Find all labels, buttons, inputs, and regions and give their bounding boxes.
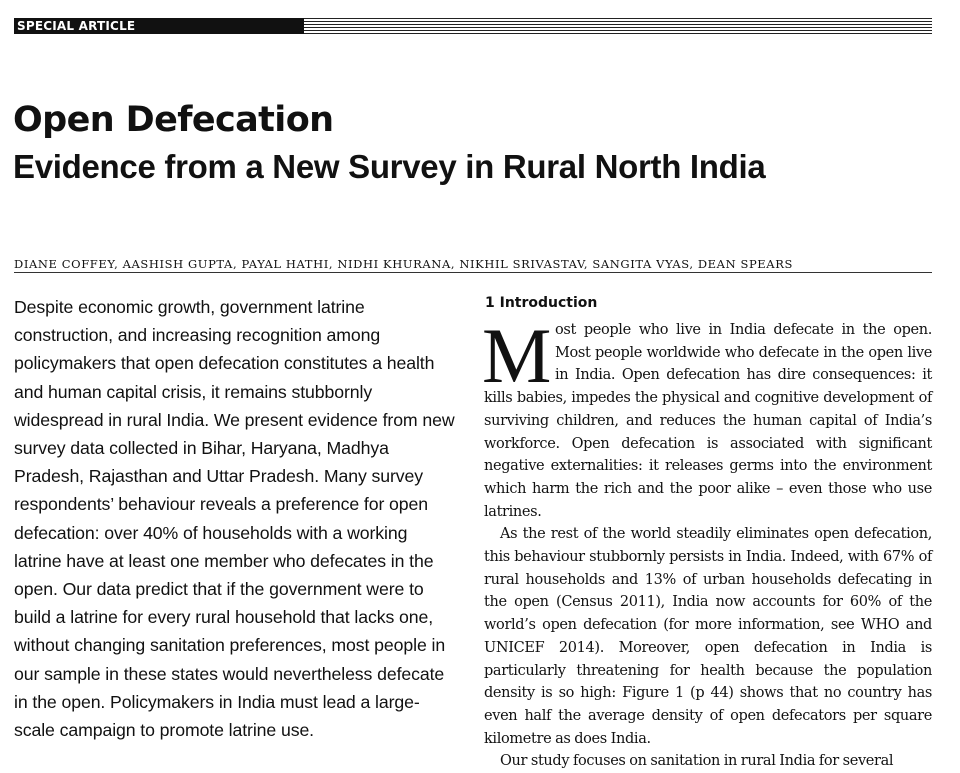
intro-paragraph-3: Our study focuses on sanitation in rural India for several (500, 753, 894, 770)
author-divider (14, 272, 932, 273)
section-heading-introduction: 1 Introduction (485, 295, 598, 311)
author-list: DIANE COFFEY, AASHISH GUPTA, PAYAL HATHI, NIDHI KHURANA, NIKHIL SRIVASTAV, SANGITA VYAS, DEAN SPEARS (14, 257, 793, 271)
article-subtitle: Evidence from a New Survey in Rural North India (13, 148, 766, 185)
intro-paragraph-1-text: ost people who live in India defecate in the open. Most people worldwide who defecate in the open live in India. Open defecation has dire consequences: it kills babies, impedes the physical and cognitive development of surviving children, and reduces the human capital of India’s workforce. Open defecation is associated with significant negative externalities: it releases germs into the environment which harm the rich and the poor alike – even those who use latrines. (484, 322, 932, 520)
section-label: SPECIAL ARTICLE (14, 18, 304, 34)
drop-cap: M (482, 312, 552, 399)
section-header (14, 17, 932, 37)
article-title: Open Defecation (13, 100, 334, 140)
intro-paragraph-2: As the rest of the world steadily eliminates open defecation, this behaviour stubbornly persists in India. Indeed, with 67% of rural households and 13% of urban households defecating in the open (Census 2011), India now accounts for 60% of the world’s open defecation (for more information, see WHO and UNICEF 2014). Moreover, open defecation in India is particularly threatening for health because the population density is so high: Figure 1 (p 44) shows that no country has even half the average density of open defecators per square kilometre as does India. (484, 526, 932, 747)
header-rule-lines (304, 18, 932, 34)
introduction-body (482, 312, 932, 773)
abstract: Despite economic growth, government latrine construction, and increasing recognition among policymakers that open defecation constitutes a health and human capital crisis, it remains stubbornly widespread in rural India. We present evidence from new survey data collected in Bihar, Haryana, Madhya Pradesh, Rajasthan and Uttar Pradesh. Many survey respondents’ behaviour reveals a preference for open defecation: over 40% of households with a working latrine have at least one member who defecates in the open. Our data predict that if the government were to build a latrine for every rural household that lacks one, without changing sanitation preferences, most people in our sample in these states would nevertheless defecate in the open. Policymakers in India must lead a large-scale campaign to promote latrine use. (14, 297, 455, 741)
intro-paragraph-1 (482, 312, 932, 523)
